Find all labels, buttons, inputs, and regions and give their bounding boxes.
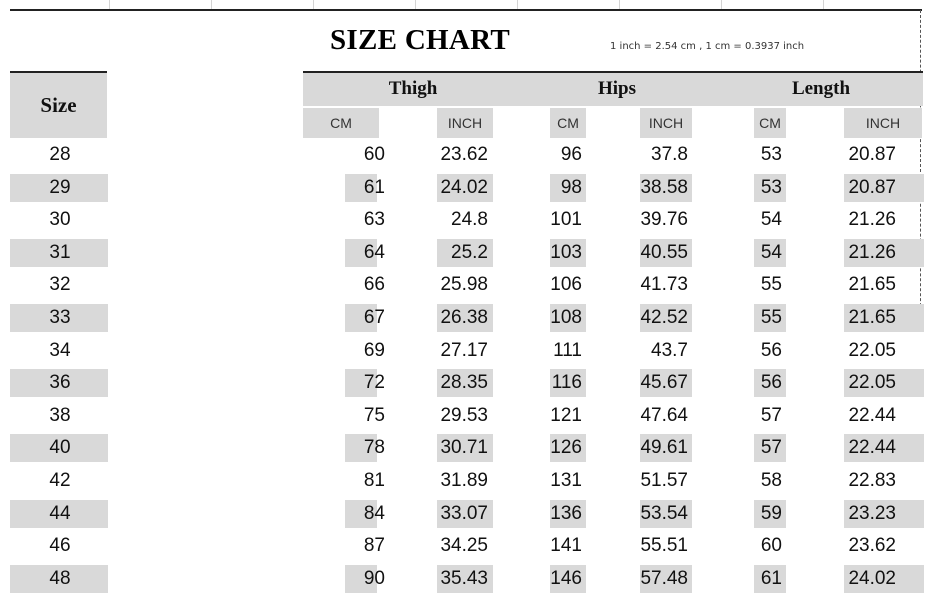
size-cell: 48 [49, 567, 71, 589]
thigh-inch-cell: 30.71 [440, 437, 488, 459]
length-cm-cell: 57 [760, 404, 782, 426]
thigh-inch-cell: 27.17 [440, 339, 488, 361]
length-cm-header: CM [754, 108, 786, 138]
thigh-inch-cell: 25.2 [451, 241, 488, 263]
thigh-cm-cell: 84 [363, 502, 385, 524]
length-inch-cell: 21.65 [848, 307, 896, 328]
size-cell: 30 [49, 209, 71, 231]
length-cm-cell: 54 [760, 241, 782, 263]
thigh-inch-cell: 31.89 [440, 470, 488, 491]
length-inch-cell: 21.26 [848, 209, 896, 231]
hips-cm-cell: 101 [550, 209, 582, 231]
size-cell: 38 [49, 404, 71, 426]
hips-cm-cell: 146 [550, 567, 582, 589]
hips-cm-cell: 136 [550, 502, 582, 524]
size-cell: 34 [49, 339, 71, 361]
size-column-header: Size [10, 73, 107, 138]
size-cell: 44 [49, 502, 71, 524]
size-cell: 40 [49, 437, 71, 459]
thigh-cm-cell: 87 [363, 535, 385, 557]
hips-inch-cell: 53.54 [640, 502, 688, 524]
thigh-cm-cell: 69 [363, 339, 385, 361]
hips-cm-cell: 106 [550, 274, 582, 296]
thigh-cm-cell: 75 [363, 404, 385, 426]
hips-cm-cell: 126 [550, 437, 582, 459]
hips-cm-cell: 131 [550, 470, 582, 491]
thigh-cm-cell: 61 [363, 176, 385, 198]
hips-header: Hips [597, 78, 637, 99]
length-cm-cell: 55 [760, 274, 782, 296]
length-inch-cell: 23.62 [848, 535, 896, 557]
hips-cm-cell: 96 [560, 144, 582, 165]
hips-cm-cell: 121 [550, 404, 582, 426]
hips-cm-cell: 108 [550, 307, 582, 328]
length-inch-cell: 22.44 [848, 437, 896, 459]
thigh-cm-cell: 66 [363, 274, 385, 296]
thigh-cm-cell: 78 [363, 437, 385, 459]
length-inch-header: INCH [844, 108, 922, 138]
right-border-dashed [920, 10, 921, 326]
length-cm-cell: 61 [760, 567, 782, 589]
thigh-cm-cell: 64 [363, 241, 385, 263]
hips-inch-cell: 40.55 [640, 241, 688, 263]
size-cell: 33 [49, 307, 71, 328]
thigh-inch-cell: 34.25 [440, 535, 488, 557]
size-cell: 29 [49, 176, 71, 198]
hips-cm-cell: 141 [550, 535, 582, 557]
length-cm-cell: 54 [760, 209, 782, 231]
hips-inch-cell: 55.51 [640, 535, 688, 557]
hips-inch-cell: 38.58 [640, 176, 688, 198]
thigh-inch-cell: 28.35 [440, 372, 488, 394]
thigh-inch-cell: 25.98 [440, 274, 488, 296]
thigh-cm-cell: 67 [363, 307, 385, 328]
length-inch-cell: 22.05 [848, 372, 896, 394]
length-cm-cell: 53 [760, 144, 782, 165]
conversion-note: 1 inch = 2.54 cm , 1 cm = 0.3937 inch [610, 41, 805, 52]
thigh-inch-header: INCH [437, 108, 493, 138]
thigh-inch-cell: 33.07 [440, 502, 488, 524]
hips-cm-cell: 116 [551, 372, 582, 394]
length-inch-cell: 24.02 [848, 567, 896, 589]
size-cell: 31 [49, 241, 71, 263]
length-cm-cell: 58 [760, 470, 782, 491]
thigh-cm-cell: 81 [363, 470, 385, 491]
hips-cm-header: CM [550, 108, 586, 138]
thigh-inch-cell: 29.53 [440, 404, 488, 426]
length-inch-cell: 22.44 [848, 404, 896, 426]
length-header: Length [791, 78, 851, 99]
size-cell: 46 [49, 535, 71, 557]
length-inch-cell: 21.26 [848, 241, 896, 263]
length-inch-cell: 23.23 [848, 502, 896, 524]
hips-inch-cell: 41.73 [640, 274, 688, 296]
thigh-cm-cell: 60 [363, 144, 385, 165]
hips-cm-cell: 111 [553, 339, 582, 361]
hips-cm-cell: 98 [560, 176, 582, 198]
hips-inch-cell: 42.52 [640, 307, 688, 328]
thigh-cm-cell: 90 [363, 567, 385, 589]
hips-inch-cell: 37.8 [651, 144, 688, 165]
hips-cm-cell: 103 [550, 241, 582, 263]
length-inch-cell: 22.05 [848, 339, 896, 361]
thigh-inch-cell: 24.8 [451, 209, 488, 231]
thigh-inch-cell: 35.43 [440, 567, 488, 589]
thigh-cm-cell: 72 [363, 372, 385, 394]
hips-inch-cell: 57.48 [640, 567, 688, 589]
length-inch-cell: 21.65 [848, 274, 896, 296]
page-title: SIZE CHART [329, 24, 511, 56]
thigh-cm-header: CM [303, 108, 379, 138]
hips-inch-cell: 39.76 [640, 209, 688, 231]
thigh-inch-cell: 24.02 [440, 176, 488, 198]
length-cm-cell: 57 [760, 437, 782, 459]
length-inch-cell: 20.87 [848, 176, 896, 198]
size-cell: 28 [49, 144, 71, 165]
hips-inch-cell: 51.57 [640, 470, 688, 491]
hips-inch-header: INCH [640, 108, 692, 138]
length-cm-cell: 56 [760, 372, 782, 394]
thigh-header: Thigh [388, 78, 438, 99]
size-cell: 32 [49, 274, 71, 296]
size-cell: 36 [49, 372, 71, 394]
hips-inch-cell: 47.64 [640, 404, 688, 426]
length-inch-cell: 20.87 [848, 144, 896, 165]
length-cm-cell: 60 [760, 535, 782, 557]
thigh-cm-cell: 63 [363, 209, 385, 231]
length-inch-cell: 22.83 [848, 470, 896, 491]
length-cm-cell: 55 [760, 307, 782, 328]
hips-inch-cell: 43.7 [651, 339, 688, 361]
hips-inch-cell: 45.67 [640, 372, 688, 394]
length-cm-cell: 56 [760, 339, 782, 361]
thigh-inch-cell: 23.62 [440, 144, 488, 165]
hips-inch-cell: 49.61 [640, 437, 688, 459]
top-border [10, 9, 922, 11]
size-cell: 42 [49, 470, 71, 491]
length-cm-cell: 59 [760, 502, 782, 524]
length-cm-cell: 53 [760, 176, 782, 198]
thigh-inch-cell: 26.38 [440, 307, 488, 328]
